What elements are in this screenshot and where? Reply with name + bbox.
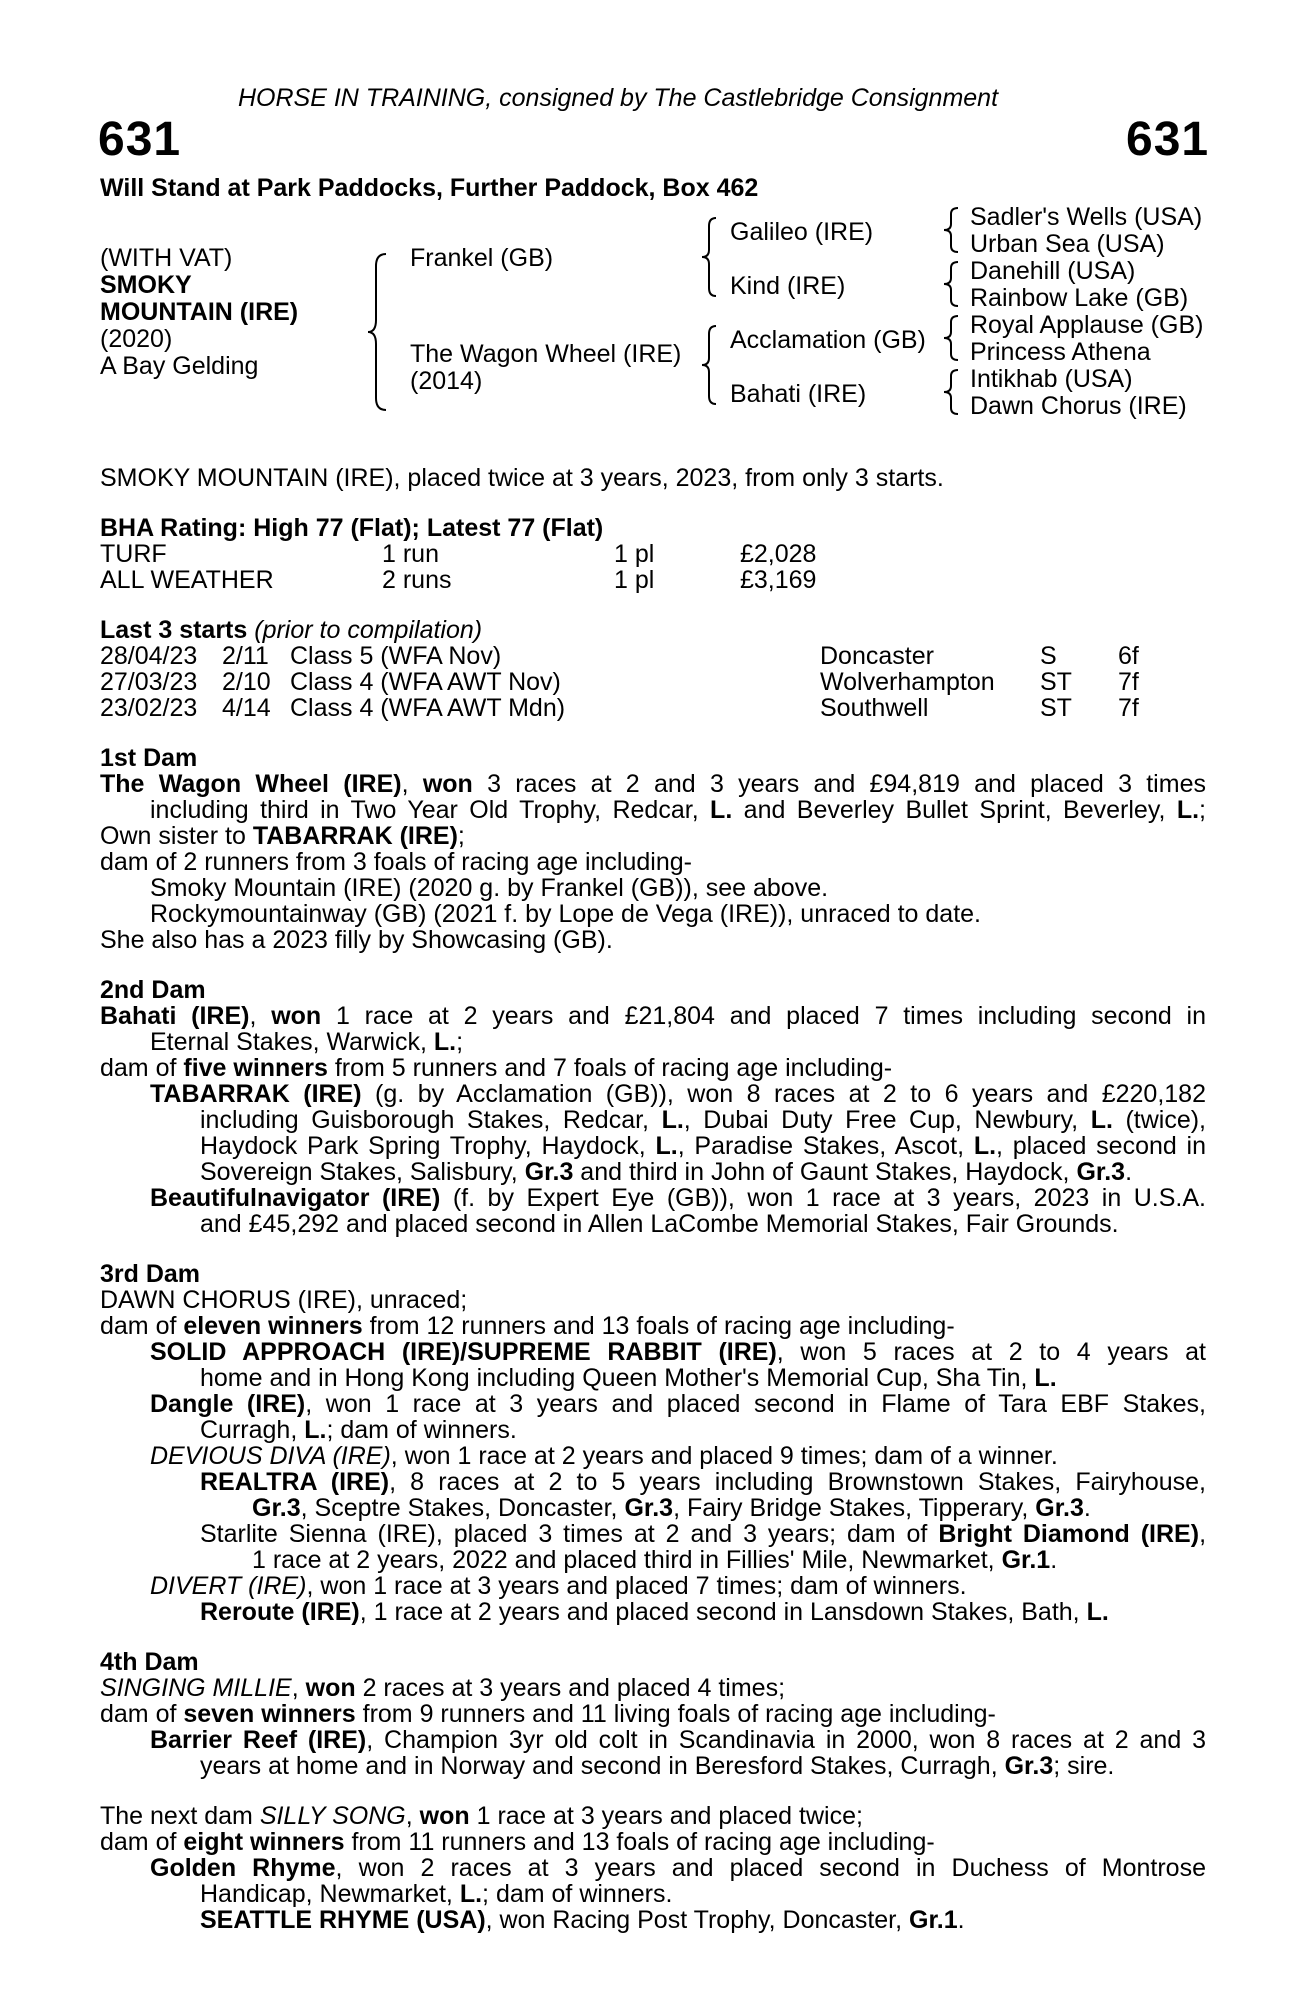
text: ;: [457, 822, 465, 850]
text: , Dubai Duty Free Cup, Newbury,: [683, 1106, 1091, 1134]
first-dam-line-3: [100, 824, 465, 849]
dam-name: SILLY SONG: [259, 1802, 406, 1830]
first-dam-line-4: dam of 2 runners from 3 foals of racing age including-: [100, 848, 692, 876]
dam-name: The Wagon Wheel (IRE): [100, 770, 402, 798]
rating-turf-earnings: £2,028: [740, 540, 817, 568]
text: dam of: [100, 1700, 184, 1728]
won-bold: won: [419, 1802, 470, 1830]
text: including Guisborough Stakes, Redcar,: [200, 1106, 662, 1134]
start-row-3-course: Southwell: [820, 694, 929, 722]
start-row-1-pos: 2/11: [222, 642, 269, 670]
start-row-1-going: S: [1040, 642, 1057, 670]
text: Curragh,: [200, 1416, 305, 1444]
text: Sovereign Stakes, Salisbury,: [200, 1158, 525, 1186]
start-row-3-pos: 4/14: [222, 694, 271, 722]
text: 1 race at 2 years, 2022 and placed third in Fillies' Mile, Newmarket,: [252, 1546, 1002, 1574]
text: , won 2 races at 3 years and placed second in Duchess of Montrose: [335, 1854, 1206, 1882]
pedigree-sire: Frankel (GB): [410, 244, 554, 272]
progeny-name: TABARRAK (IRE): [150, 1080, 362, 1108]
third-dam-line-12: [150, 1574, 967, 1599]
third-dam-line-7: [150, 1444, 1058, 1469]
pedigree-dam-dam: Bahati (IRE): [730, 380, 867, 408]
text: ; dam of winners.: [326, 1416, 517, 1444]
progeny-name: SEATTLE RHYME (USA): [200, 1906, 486, 1934]
won-bold: won: [271, 1002, 322, 1030]
third-dam-line-5: [150, 1392, 1206, 1417]
first-dam-line-5: Smoky Mountain (IRE) (2020 g. by Frankel (GB)), see above.: [150, 874, 829, 902]
start-row-2-pos: 2/10: [222, 668, 271, 696]
listed-mark: L.: [1034, 1364, 1057, 1392]
next-dam-line-3: [150, 1856, 1206, 1881]
text: , won 1 race at 2 years and placed 9 times; dam of a winner.: [390, 1442, 1058, 1470]
text: and third in John of Gaunt Stakes, Haydock,: [573, 1158, 1077, 1186]
dam-name: SINGING MILLIE: [100, 1674, 292, 1702]
fourth-dam-line-2: [100, 1702, 996, 1727]
text: ;: [1199, 796, 1206, 824]
group-mark: Gr.3: [1004, 1752, 1054, 1780]
group-mark: Gr.1: [909, 1906, 958, 1934]
pedigree-sdd: Rainbow Lake (GB): [970, 284, 1189, 312]
text: including third in Two Year Old Trophy, Redcar,: [150, 796, 711, 824]
text: years at home and in Norway and second in Beresford Stakes, Curragh,: [200, 1752, 1005, 1780]
group-mark: Gr.3: [524, 1158, 574, 1186]
next-dam-line-5: [200, 1908, 965, 1933]
text: from 11 runners and 13 foals of racing age including-: [344, 1828, 935, 1856]
listed-mark: L.: [973, 1132, 997, 1160]
start-row-1-course: Doncaster: [820, 642, 934, 670]
second-dam-line-4: [150, 1082, 1206, 1107]
dam-name: Bahati (IRE): [100, 1002, 250, 1030]
text: 2 races at 3 years and placed 4 times;: [355, 1674, 786, 1702]
text: , won 5 races at 2 to 4 years at: [776, 1338, 1206, 1366]
sibling-name: TABARRAK (IRE): [252, 822, 458, 850]
won-bold: won: [305, 1674, 356, 1702]
progeny-name: DIVERT (IRE): [150, 1572, 307, 1600]
progeny-name: REALTRA (IRE): [200, 1468, 390, 1496]
progeny-name: Reroute (IRE): [200, 1598, 360, 1626]
group-mark: Gr.3: [1076, 1158, 1126, 1186]
text: , won Racing Post Trophy, Doncaster,: [485, 1906, 910, 1934]
pedigree-brace-main: [366, 252, 390, 412]
start-row-3-dist: 7f: [1118, 694, 1139, 722]
fourth-dam-line-1: [100, 1676, 785, 1701]
text: Handicap, Newmarket,: [200, 1880, 460, 1908]
bha-rating-heading: BHA Rating: High 77 (Flat); Latest 77 (Flat): [100, 514, 604, 542]
text: Own sister to: [100, 822, 253, 850]
start-row-2-dist: 7f: [1118, 668, 1139, 696]
first-dam-line-7: She also has a 2023 filly by Showcasing (GB).: [100, 926, 613, 954]
third-dam-heading: 3rd Dam: [100, 1260, 201, 1288]
pedigree-dam-sire: Acclamation (GB): [730, 326, 926, 354]
text: , Fairy Bridge Stakes, Tipperary,: [673, 1494, 1036, 1522]
next-dam-line-2: [100, 1830, 935, 1855]
sep: ,: [401, 770, 423, 798]
pedigree-ssd: Urban Sea (USA): [970, 230, 1165, 258]
text: , won 1 race at 3 years and placed second in Flame of Tara EBF Stakes,: [305, 1390, 1206, 1418]
progeny-name: Golden Rhyme: [150, 1854, 336, 1882]
pedigree-brace-dam: [700, 324, 720, 406]
group-mark: Gr.1: [1001, 1546, 1051, 1574]
text: .: [957, 1906, 965, 1934]
text: 1 race at 2 years and £21,804 and placed 7 times including second in: [321, 1002, 1206, 1030]
consignment-line: HORSE IN TRAINING, consigned by The Castlebridge Consignment: [238, 84, 999, 112]
third-dam-line-4: [200, 1366, 1057, 1391]
listed-mark: L.: [655, 1132, 678, 1160]
third-dam-line-13: [200, 1600, 1109, 1625]
sep: ,: [405, 1802, 420, 1830]
rating-aw-runs: 2 runs: [382, 566, 452, 594]
second-dam-line-7: [200, 1160, 1132, 1185]
listed-mark: L.: [433, 1028, 457, 1056]
third-dam-line-2: [100, 1314, 955, 1339]
next-dam-line-1: [100, 1804, 863, 1829]
progeny-name: SOLID APPROACH (IRE)/SUPREME RABBIT (IRE): [150, 1338, 777, 1366]
text: , Champion 3yr old colt in Scandinavia in 2000, won 8 races at 2 and 3: [366, 1726, 1206, 1754]
stand-location: Will Stand at Park Paddocks, Further Paddock, Box 462: [100, 174, 759, 202]
horse-name-line1: SMOKY: [100, 271, 192, 299]
third-dam-line-8: [200, 1470, 1206, 1495]
start-row-2-going: ST: [1040, 668, 1072, 696]
first-dam-heading: 1st Dam: [100, 744, 198, 772]
second-dam-line-5: [200, 1108, 1206, 1133]
text: home and in Hong Kong including Queen Mother's Memorial Cup, Sha Tin,: [200, 1364, 1035, 1392]
start-row-1-dist: 6f: [1118, 642, 1139, 670]
won-bold: won: [422, 770, 473, 798]
text: .: [1083, 1494, 1091, 1522]
start-row-1-race: Class 5 (WFA Nov): [290, 642, 502, 670]
text: and Beverley Bullet Sprint, Beverley,: [732, 796, 1177, 824]
text: , 8 races at 2 to 5 years including Brownstown Stakes, Fairyhouse,: [389, 1468, 1206, 1496]
winners-count: five winners: [183, 1054, 328, 1082]
pedigree-brace-ss: [942, 206, 962, 254]
pedigree-brace-ds: [942, 314, 962, 362]
listed-mark: L.: [710, 796, 733, 824]
pedigree-sire-dam: Kind (IRE): [730, 272, 846, 300]
group-mark: Gr.3: [252, 1494, 301, 1522]
rating-turf-runs: 1 run: [382, 540, 439, 568]
second-dam-line-2: [150, 1030, 463, 1055]
text: Starlite Sienna (IRE), placed 3 times at 2 and 3 years; dam of: [200, 1520, 939, 1548]
text: , Paradise Stakes, Ascot,: [677, 1132, 974, 1160]
progeny-name: Barrier Reef (IRE): [150, 1726, 367, 1754]
text: , placed second in: [996, 1132, 1206, 1160]
rating-turf-surface: TURF: [100, 540, 167, 568]
text: from 5 runners and 7 foals of racing age including-: [327, 1054, 893, 1082]
first-dam-line-6: Rockymountainway (GB) (2021 f. by Lope de Vega (IRE)), unraced to date.: [150, 900, 981, 928]
third-dam-line-9: [252, 1496, 1091, 1521]
text: The next dam: [100, 1802, 260, 1830]
text: from 12 runners and 13 foals of racing age including-: [362, 1312, 955, 1340]
rating-aw-placed: 1 pl: [614, 566, 655, 594]
second-dam-line-1: [100, 1004, 1206, 1029]
text: ; sire.: [1053, 1752, 1115, 1780]
pedigree-brace-sd: [942, 260, 962, 308]
text: .: [1050, 1546, 1058, 1574]
third-dam-line-6: [200, 1418, 517, 1443]
rating-turf-placed: 1 pl: [614, 540, 655, 568]
text: dam of: [100, 1312, 184, 1340]
text: , Sceptre Stakes, Doncaster,: [300, 1494, 625, 1522]
text: , won 1 race at 3 years and placed 7 times; dam of winners.: [306, 1572, 967, 1600]
text: ; dam of winners.: [482, 1880, 673, 1908]
text: dam of: [100, 1828, 184, 1856]
third-dam-line-11: [252, 1548, 1057, 1573]
text: from 9 runners and 11 living foals of racing age including-: [355, 1700, 996, 1728]
text: (twice),: [1112, 1106, 1207, 1134]
winners-count: seven winners: [183, 1700, 356, 1728]
start-row-3-date: 23/02/23: [100, 694, 198, 722]
start-row-3-going: ST: [1040, 694, 1072, 722]
fourth-dam-line-3: [150, 1728, 1206, 1753]
text: 1 race at 3 years and placed twice;: [469, 1802, 863, 1830]
pedigree-sire-sire: Galileo (IRE): [730, 218, 874, 246]
second-dam-line-6: [200, 1134, 1206, 1159]
text: Haydock Park Spring Trophy, Haydock,: [200, 1132, 656, 1160]
third-dam-line-1: DAWN CHORUS (IRE), unraced;: [100, 1286, 468, 1314]
listed-mark: L.: [661, 1106, 684, 1134]
text: (f. by Expert Eye (GB)), won 1 race at 3 years, 2023 in U.S.A.: [440, 1184, 1206, 1212]
fourth-dam-line-4: [200, 1754, 1114, 1779]
progeny-name: Bright Diamond (IRE): [938, 1520, 1200, 1548]
text: .: [1125, 1158, 1133, 1186]
rating-aw-surface: ALL WEATHER: [100, 566, 274, 594]
summary-line: SMOKY MOUNTAIN (IRE), placed twice at 3 years, 2023, from only 3 starts.: [100, 464, 944, 492]
listed-mark: L.: [304, 1416, 327, 1444]
pedigree-ddd: Dawn Chorus (IRE): [970, 392, 1187, 420]
pedigree-dam: The Wagon Wheel (IRE): [410, 340, 682, 368]
text: , 1 race at 2 years and placed second in Lansdown Stakes, Bath,: [359, 1598, 1087, 1626]
fourth-dam-heading: 4th Dam: [100, 1648, 199, 1676]
second-dam-heading: 2nd Dam: [100, 976, 206, 1004]
vat-note: (WITH VAT): [100, 244, 233, 272]
second-dam-line-9: and £45,292 and placed second in Allen LaCombe Memorial Stakes, Fair Grounds.: [200, 1210, 1119, 1238]
last-starts-note: (prior to compilation): [254, 616, 483, 644]
text: 3 races at 2 and 3 years and £94,819 and placed 3 times: [472, 770, 1206, 798]
pedigree-dam-year: (2014): [410, 367, 483, 395]
progeny-name: DEVIOUS DIVA (IRE): [150, 1442, 391, 1470]
lot-number-right: 631: [1126, 113, 1210, 166]
third-dam-line-10: [200, 1522, 1206, 1547]
text: (g. by Acclamation (GB)), won 8 races at 2 to 6 years and £220,182: [361, 1080, 1206, 1108]
text: Eternal Stakes, Warwick,: [150, 1028, 434, 1056]
winners-count: eleven winners: [183, 1312, 363, 1340]
pedigree-brace-dd: [942, 368, 962, 416]
start-row-2-date: 27/03/23: [100, 668, 198, 696]
next-dam-line-4: [200, 1882, 672, 1907]
pedigree-sds: Danehill (USA): [970, 257, 1136, 285]
listed-mark: L.: [1176, 796, 1200, 824]
horse-description: A Bay Gelding: [100, 352, 259, 380]
pedigree-dsd: Princess Athena: [970, 338, 1151, 366]
progeny-name: Dangle (IRE): [150, 1390, 306, 1418]
second-dam-line-8: [150, 1186, 1206, 1211]
rating-aw-earnings: £3,169: [740, 566, 817, 594]
pedigree-brace-sire: [700, 216, 720, 298]
group-mark: Gr.3: [624, 1494, 674, 1522]
listed-mark: L.: [459, 1880, 483, 1908]
pedigree-dss: Royal Applause (GB): [970, 311, 1204, 339]
listed-mark: L.: [1090, 1106, 1113, 1134]
lot-number-left: 631: [98, 113, 182, 166]
third-dam-line-3: [150, 1340, 1206, 1365]
pedigree-sss: Sadler's Wells (USA): [970, 203, 1203, 231]
progeny-name: Beautifulnavigator (IRE): [150, 1184, 441, 1212]
sep: ,: [249, 1002, 272, 1030]
text: dam of: [100, 1054, 184, 1082]
sep: ,: [291, 1674, 306, 1702]
last-starts-title: Last 3 starts: [100, 616, 248, 644]
start-row-2-course: Wolverhampton: [820, 668, 995, 696]
listed-mark: L.: [1086, 1598, 1109, 1626]
second-dam-line-3: [100, 1056, 892, 1081]
start-row-2-race: Class 4 (WFA AWT Nov): [290, 668, 561, 696]
first-dam-line-2: [150, 798, 1206, 823]
start-row-3-race: Class 4 (WFA AWT Mdn): [290, 694, 566, 722]
pedigree-dds: Intikhab (USA): [970, 365, 1133, 393]
horse-year: (2020): [100, 325, 173, 353]
first-dam-line-1: [100, 772, 1206, 797]
text: ;: [456, 1028, 464, 1056]
last-starts-heading: [100, 618, 482, 643]
group-mark: Gr.3: [1035, 1494, 1084, 1522]
winners-count: eight winners: [183, 1828, 345, 1856]
horse-name-line2: MOUNTAIN (IRE): [100, 298, 299, 326]
text: ,: [1199, 1520, 1207, 1548]
start-row-1-date: 28/04/23: [100, 642, 198, 670]
